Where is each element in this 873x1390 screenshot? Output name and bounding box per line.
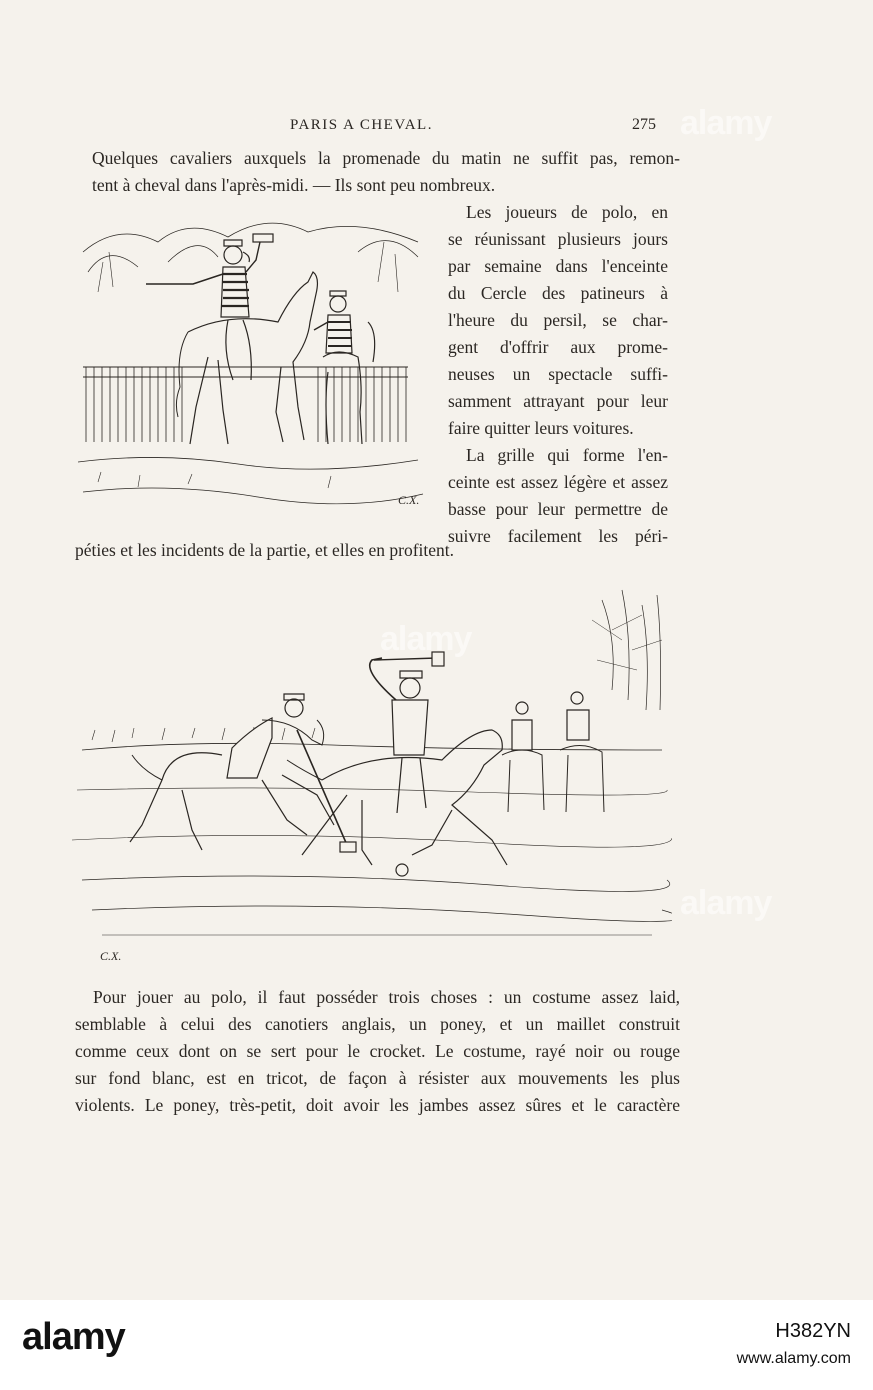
illustration-polo-match [72,580,672,970]
text-line: comme ceux dont on se sert pour le crocket. Le costume, rayé noir ou rouge [75,1041,680,1061]
watermark-alamy: alamy [380,620,472,658]
text-line: faire quitter leurs voitures. [448,418,634,438]
text-line: Quelques cavaliers auxquels la promenade du matin ne suffit pas, remon- [92,148,680,168]
image-id: H382YN [775,1320,851,1342]
site-url: www.alamy.com [736,1350,851,1367]
text-line: sur fond blanc, est en tricot, de façon à résister aux mouvements les plus [75,1068,680,1088]
text-line: ceinte est assez légère et assez [448,472,668,492]
text-line: se réunissant plusieurs jours [448,229,668,249]
illustration-signature: C.X. [398,493,420,507]
watermark-alamy: alamy [680,884,772,922]
text-line: Pour jouer au polo, il faut posséder trois choses : un costume assez laid, [93,987,680,1007]
text-line: tent à cheval dans l'après-midi. — Ils sont peu nombreux. [92,175,496,195]
page-number: 275 [632,116,656,133]
text-line: neuses un spectacle suffi- [448,364,668,384]
text-line: par semaine dans l'enceinte [448,256,668,276]
text-line: violents. Le poney, très-petit, doit avoir les jambes assez sûres et le caractère [75,1095,680,1115]
stock-photo-banner [0,1300,873,1390]
text-line: péties et les incidents de la partie, et elles en profitent. [75,540,455,560]
text-line: suivre facilement les péri- [448,526,668,546]
text-line: du Cercle des patineurs à [448,283,668,303]
text-line: Les joueurs de polo, en [466,202,668,222]
illustration-signature: C.X. [100,949,122,963]
text-line: semblable à celui des canotiers anglais, un poney, et un maillet construit [75,1014,680,1034]
running-title: PARIS A CHEVAL. [290,117,433,133]
illustration-polo-players-at-fence [78,212,434,517]
alamy-logo: alamy [22,1316,125,1358]
watermark-alamy: alamy [680,104,772,142]
text-line: samment attrayant pour leur [448,391,668,411]
text-line: l'heure du persil, se char- [448,310,668,330]
text-line: basse pour leur permettre de [448,499,668,519]
text-line: La grille qui forme l'en- [466,445,668,465]
text-line: gent d'offrir aux prome- [448,337,668,357]
